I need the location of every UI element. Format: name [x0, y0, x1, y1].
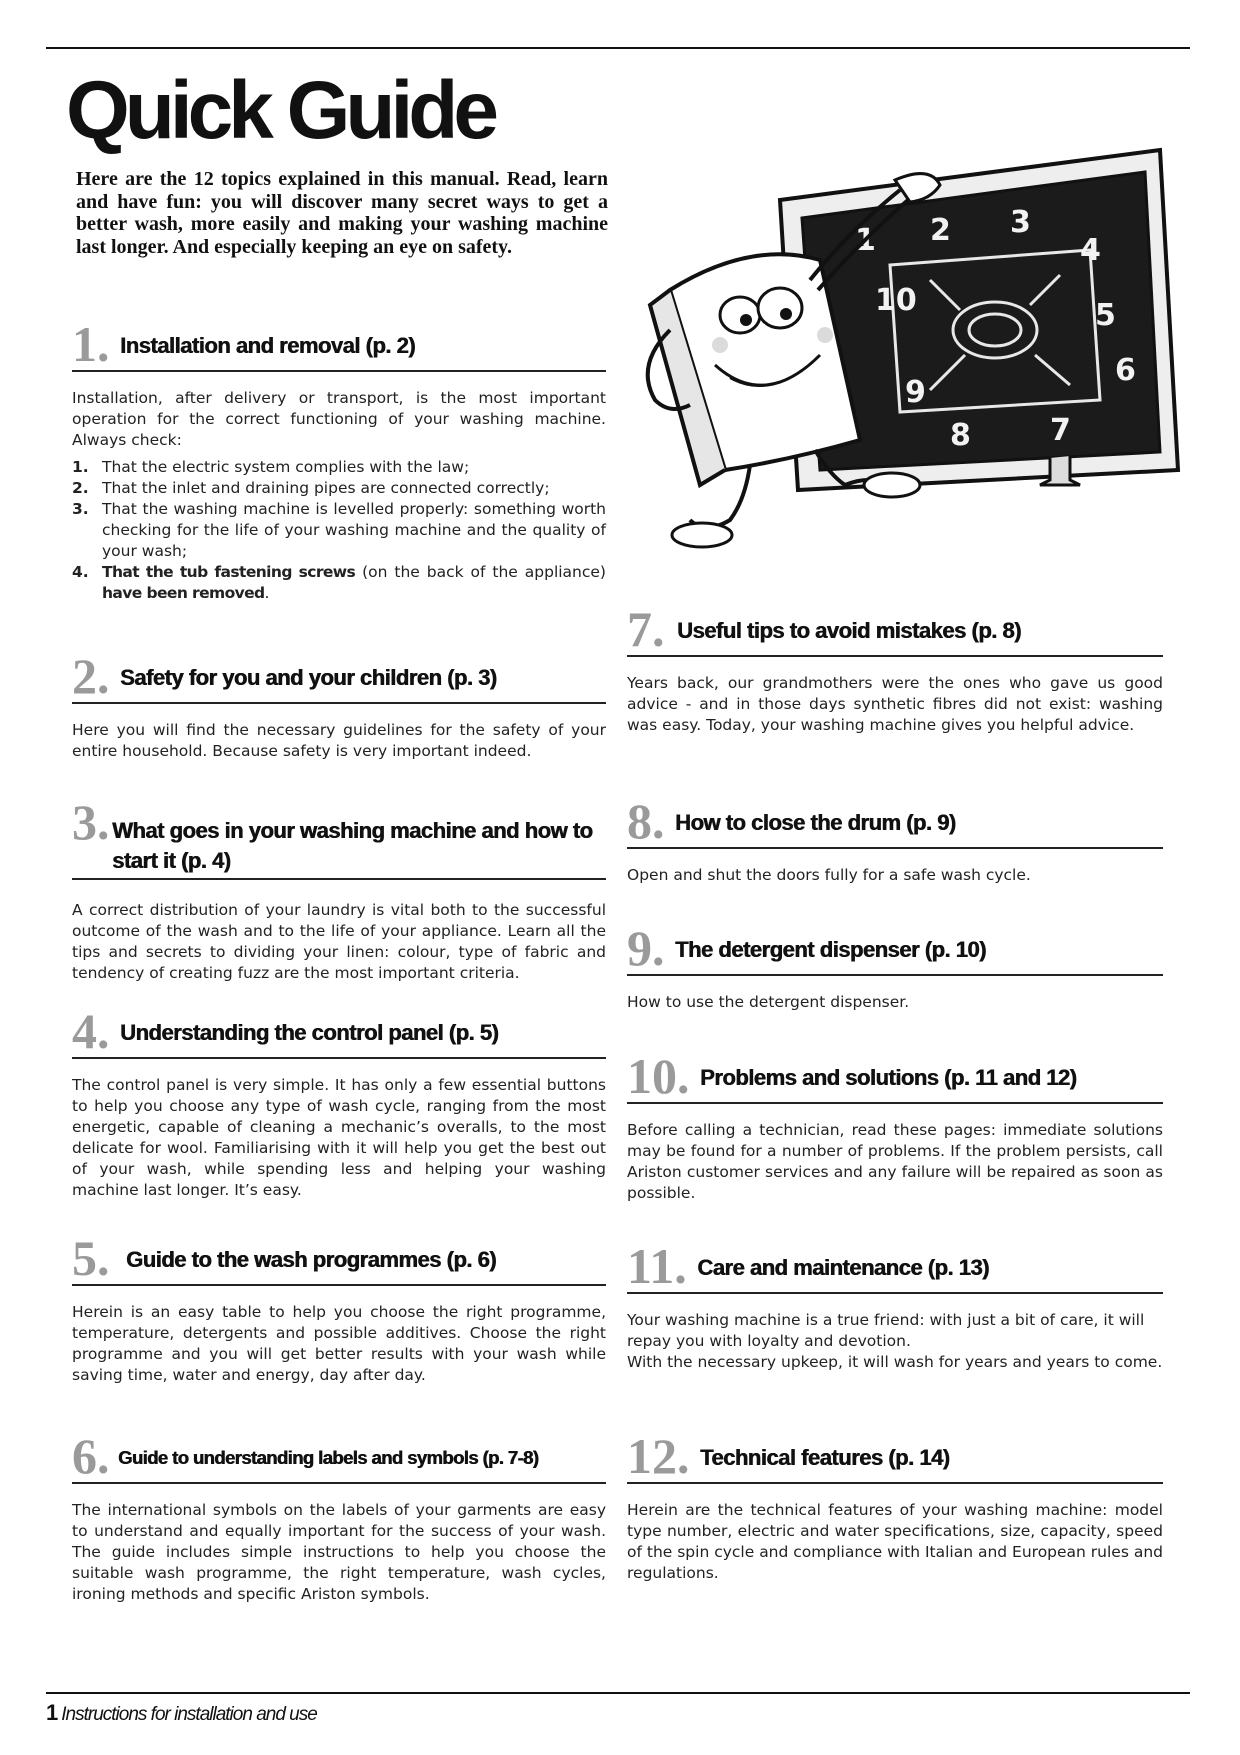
- section-title: Understanding the control panel (p. 5): [119, 1020, 499, 1045]
- section-title: Installation and removal (p. 2): [119, 333, 415, 358]
- section-title: Guide to the wash programmes (p. 6): [125, 1247, 496, 1272]
- section-title: Care and maintenance (p. 13): [697, 1255, 989, 1280]
- section-9: [627, 922, 1163, 1013]
- section-6: [72, 1430, 606, 1605]
- section-body: Your washing machine is a true friend: with just a bit of care, it will repay you with loyalty and devotion. With the necessary upkeep, it will wash for years and years to come.: [627, 1311, 1163, 1371]
- section-number: 2.: [72, 648, 110, 704]
- section-1: [72, 318, 606, 604]
- board-number-7: 7: [1050, 413, 1071, 448]
- section-title: What goes in your washing machine and how to start it (p. 4): [112, 818, 593, 873]
- section-number: 9.: [627, 920, 665, 976]
- section-body: Open and shut the doors fully for a safe wash cycle.: [627, 866, 1031, 884]
- top-rule: [46, 47, 1190, 49]
- section-1-text: Installation, after delivery or transport, is the most important operation for the correct functioning of your washing machine. Always check:: [72, 389, 606, 449]
- list-item: 4. That the tub fastening screws (on the back of the appliance) have been removed.: [72, 563, 606, 602]
- section-title: Useful tips to avoid mistakes (p. 8): [676, 618, 1021, 643]
- section-body: Here you will find the necessary guidelines for the safety of your entire household. Because safety is very important indeed.: [72, 721, 606, 760]
- section-number: 8.: [627, 793, 665, 849]
- section-number: 12.: [627, 1428, 690, 1484]
- page-footer: [46, 1700, 317, 1726]
- section-body: A correct distribution of your laundry is vital both to the successful outcome of the wash and to the life of your appliance. Learn all the tips and secrets to dividing your linen: colour, type of fabric and tendency of creating fuzz are the most important criteria.: [72, 901, 606, 982]
- section-number: 10.: [627, 1048, 690, 1104]
- page-number: 1: [46, 1700, 58, 1725]
- section-number: 11.: [627, 1238, 687, 1294]
- section-body: Herein are the technical features of your washing machine: model type number, electric and water specifications, size, capacity, speed of the spin cycle and compliance with Italian and European rules and regulations.: [627, 1501, 1164, 1582]
- section-12: [627, 1430, 1163, 1584]
- section-number: 6.: [72, 1428, 110, 1484]
- washing-machine-blackboard-illustration: [630, 140, 1182, 602]
- intro-text: Here are the 12 topics explained in this manual. Read, learn and have fun: you will discover many secret ways to get a better wash, more easily and making your washing machine last longer. And especially keeping an eye on safety.: [76, 168, 608, 258]
- section-10: [627, 1050, 1163, 1204]
- section-8: [627, 795, 1163, 886]
- section-title: How to close the drum (p. 9): [674, 810, 956, 835]
- section-number: 3.: [72, 794, 110, 850]
- section-7: [627, 603, 1163, 736]
- section-body: [72, 388, 606, 604]
- board-number-2: 2: [930, 213, 951, 248]
- section-title: The detergent dispenser (p. 10): [674, 937, 986, 962]
- board-number-8: 8: [950, 418, 971, 453]
- section-title: Safety for you and your children (p. 3): [119, 665, 497, 690]
- board-number-3: 3: [1010, 205, 1031, 240]
- section-number: 7.: [627, 601, 665, 657]
- section-1-header: [72, 318, 606, 372]
- board-number-6: 6: [1115, 353, 1136, 388]
- section-body: Herein is an easy table to help you choose the right programme, temperature, detergents and possible additives. Choose the right programme and you will get better results with your wash while saving time, water and energy, day after day.: [72, 1303, 606, 1384]
- section-2: [72, 650, 606, 762]
- section-body: Years back, our grandmothers were the ones who gave us good advice - and in those days synthetic fibres did not exist: washing was easy. Today, your washing machine gives you helpful advice.: [627, 674, 1163, 734]
- page-title: Quick Guide: [66, 65, 494, 156]
- board-number-5: 5: [1095, 298, 1116, 333]
- checklist: [72, 457, 606, 604]
- board-number-10: 10: [875, 283, 917, 318]
- section-body: The control panel is very simple. It has only a few essential buttons to help you choose any type of wash cycle, ranging from the most energetic, capable of cleaning a mechanic’s overalls, to the most delicate for wool. Familiarising with it will help you get the best out of your wash, while spending less and helping your washing machine last longer. It’s easy.: [72, 1076, 606, 1199]
- section-title: Technical features (p. 14): [699, 1445, 950, 1470]
- section-5: [72, 1232, 606, 1386]
- list-item: 3. That the washing machine is levelled properly: something worth checking for the life of your washing machine and the quality of your wash;: [72, 500, 606, 560]
- section-11: [627, 1240, 1163, 1373]
- list-item: 1. That the electric system complies with the law;: [72, 458, 470, 476]
- section-title: Guide to understanding labels and symbols (p. 7-8): [117, 1447, 539, 1468]
- section-4: [72, 1005, 606, 1201]
- footer-text: Instructions for installation and use: [61, 1704, 317, 1725]
- board-number-4: 4: [1080, 233, 1101, 268]
- section-body: The international symbols on the labels of your garments are easy to understand and equally important for the success of your wash. The guide includes simple instructions to help you choose the suitable wash programme, the right temperature, wash cycles, ironing methods and specific Ariston symbols.: [72, 1501, 606, 1603]
- section-number: 4.: [72, 1003, 110, 1059]
- section-body: How to use the detergent dispenser.: [627, 993, 910, 1011]
- list-item: 2. That the inlet and draining pipes are connected correctly;: [72, 479, 550, 497]
- section-title: Problems and solutions (p. 11 and 12): [699, 1065, 1077, 1090]
- section-number: 5.: [72, 1230, 110, 1286]
- section-3: [72, 796, 606, 984]
- section-number: 1.: [72, 316, 110, 372]
- section-body: Before calling a technician, read these pages: immediate solutions may be found for a number of problems. If the problem persists, call Ariston customer services and any failure will be repaired as soon as possible.: [627, 1121, 1163, 1202]
- bottom-rule: [46, 1692, 1190, 1694]
- board-number-1: 1: [855, 223, 876, 258]
- board-number-9: 9: [905, 375, 926, 410]
